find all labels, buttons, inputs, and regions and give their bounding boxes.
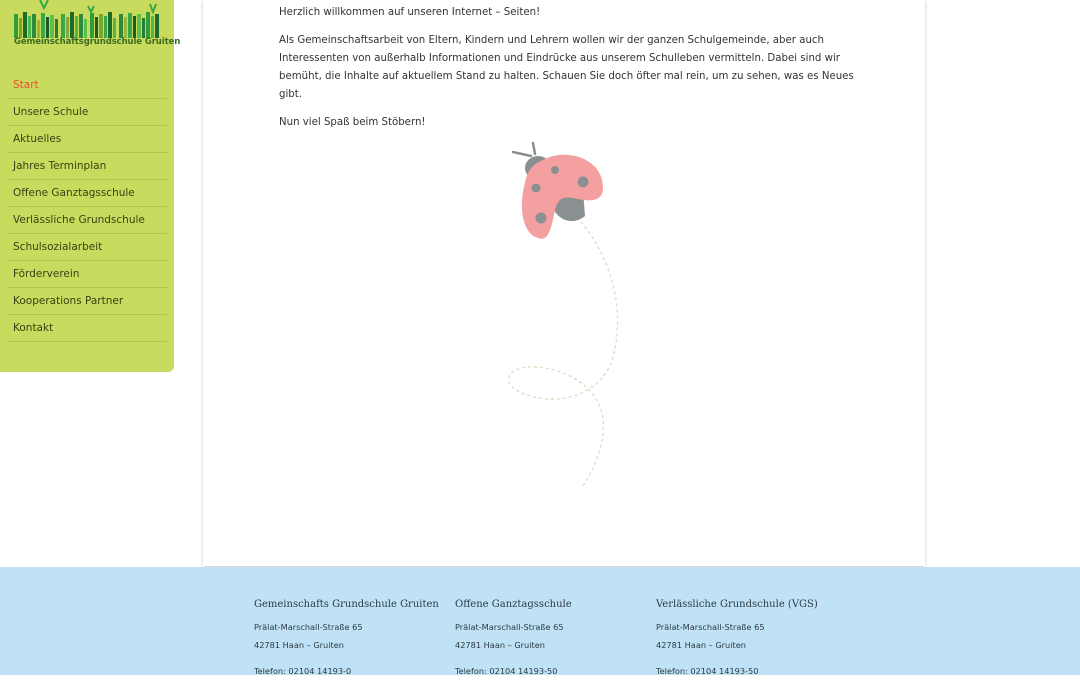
closing-text: Nun viel Spaß beim Stöbern! [279,117,426,128]
nav-item-schulsozialarbeit[interactable]: Schulsozialarbeit [8,234,167,261]
nav-item-start[interactable]: Start [8,72,167,99]
main-nav [8,72,167,342]
nav-item-aktuelles[interactable]: Aktuelles [8,126,167,153]
footer-street: Prälat-Marschall-Straße 65 [254,622,363,632]
footer-city: 42781 Haan – Gruiten [455,640,545,650]
footer-col-ogs [455,599,645,680]
footer-phone[interactable]: Telefon: 02104 14193-50 [455,666,558,676]
welcome-text: Herzlich willkommen auf unseren Internet – Seiten! [279,7,541,18]
footer-title: Offene Ganztagsschule [455,599,572,610]
nav-item-unsere-schule[interactable]: Unsere Schule [8,99,167,126]
logo-bars-icon [12,0,162,38]
ladybug-icon [503,138,633,498]
footer [0,567,1080,675]
intro-text: Als Gemeinschaftsarbeit von Eltern, Kindern und Lehrern wollen wir der ganzen Schulgemeinde, aber auch Interessenten von außerhalb Informationen und Eindrücke aus unserem Schulleben vermitteln. Dabei sind wir bemüht, die Inhalte auf aktuellem Stand zu halten. Schauen Sie doch öfter mal rein, um zu sehen, was es Neues gibt. [279,35,854,100]
nav-item-kontakt[interactable]: Kontakt [8,315,167,342]
footer-title: Gemeinschafts Grundschule Gruiten [254,599,439,610]
sidebar [0,0,181,372]
logo-text: Gemeinschaftsgrundschule Gruiten [14,37,181,47]
nav-item-verlaessliche-grundschule[interactable]: Verlässliche Grundschule [8,207,167,234]
footer-col-vgs [656,599,846,680]
footer-title: Verlässliche Grundschule (VGS) [656,599,818,610]
footer-city: 42781 Haan – Gruiten [254,640,344,650]
school-logo[interactable] [12,0,181,50]
footer-street: Prälat-Marschall-Straße 65 [455,622,564,632]
nav-item-offene-ganztagsschule[interactable]: Offene Ganztagsschule [8,180,167,207]
footer-street: Prälat-Marschall-Straße 65 [656,622,765,632]
footer-city: 42781 Haan – Gruiten [656,640,746,650]
footer-phone[interactable]: Telefon: 02104 14193-0 [254,666,352,676]
main-content [279,4,869,142]
nav-item-foerderverein[interactable]: Förderverein [8,261,167,288]
footer-col-ggs [254,599,444,680]
content-page [203,0,925,566]
nav-item-kooperations-partner[interactable]: Kooperations Partner [8,288,167,315]
footer-phone[interactable]: Telefon: 02104 14193-50 [656,666,759,676]
nav-item-jahres-terminplan[interactable]: Jahres Terminplan [8,153,167,180]
